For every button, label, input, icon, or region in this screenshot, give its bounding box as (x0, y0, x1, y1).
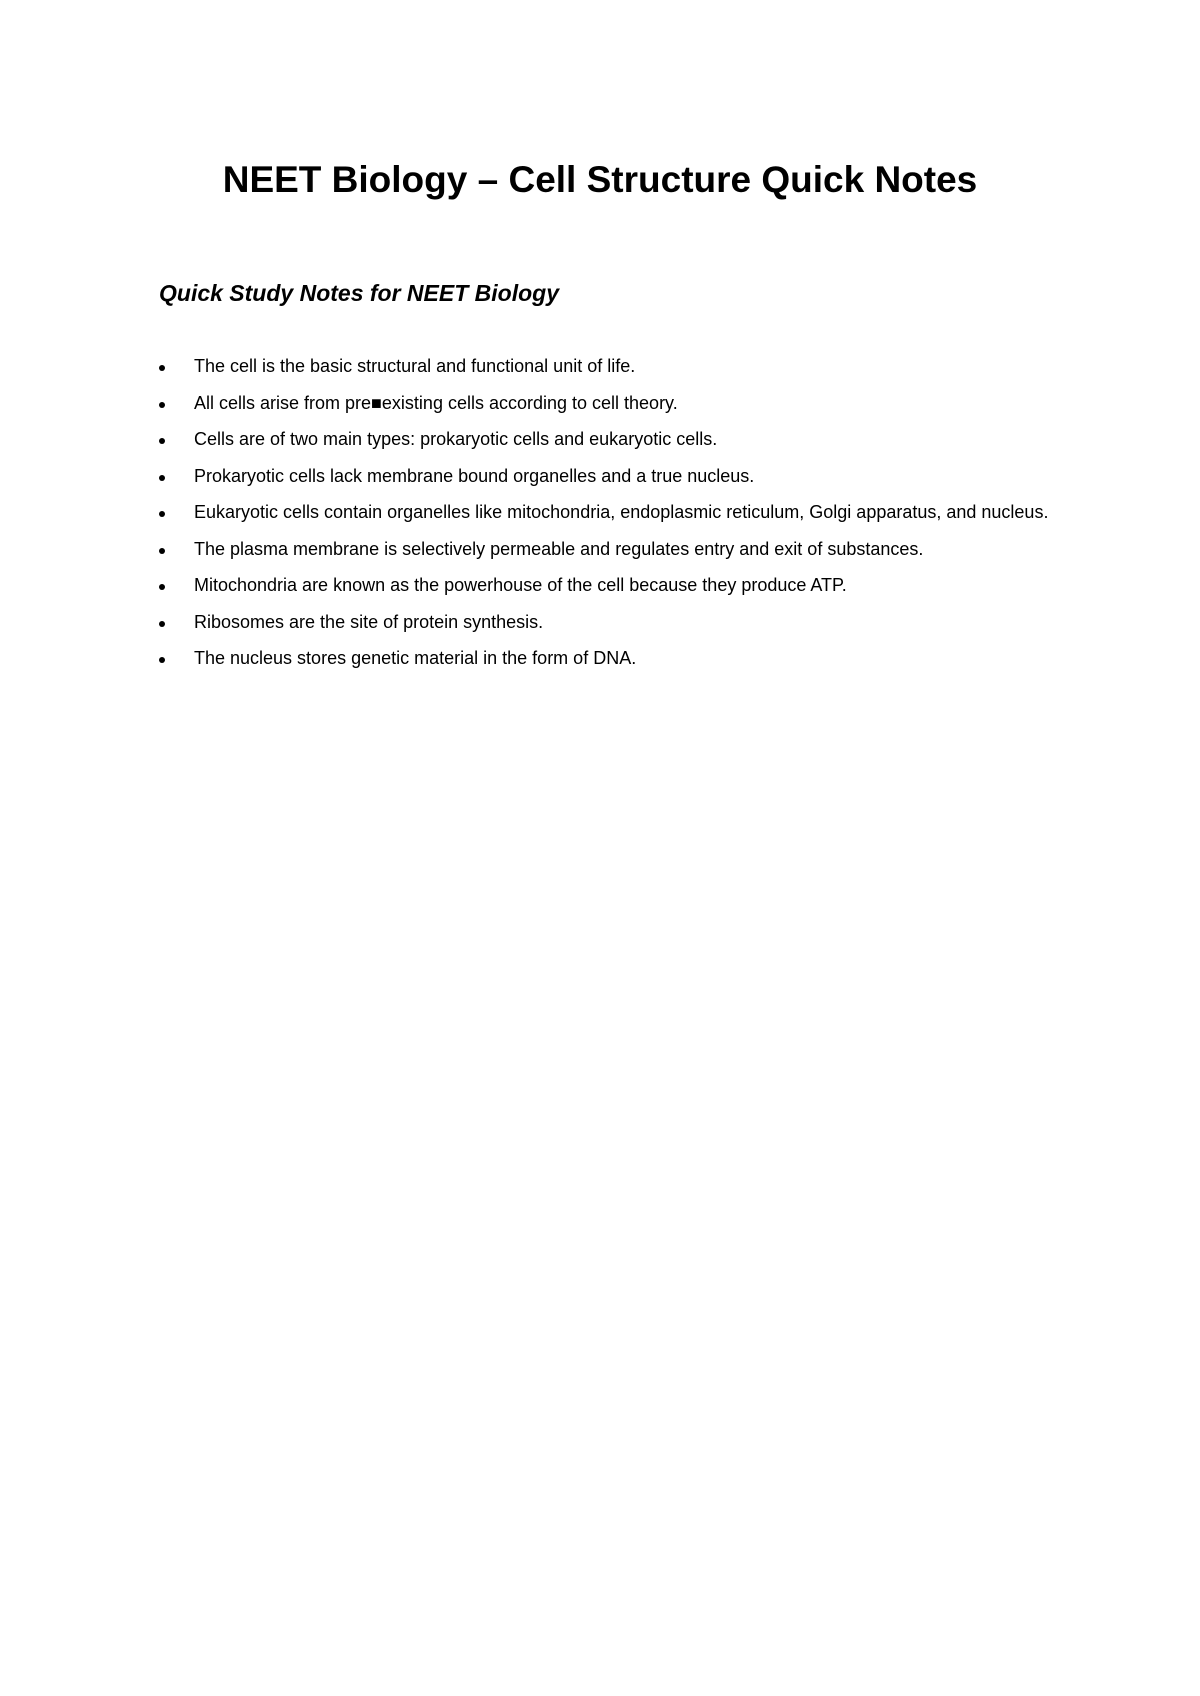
note-text: The cell is the basic structural and functional unit of life. (194, 356, 636, 376)
note-text: Mitochondria are known as the powerhouse of the cell because they produce ATP. (194, 575, 847, 595)
note-text: Eukaryotic cells contain organelles like mitochondria, endoplasmic reticulum, Golgi apparatus, and nucleus. (194, 502, 1049, 522)
note-text: All cells arise from pre■existing cells according to cell theory. (194, 392, 678, 413)
list-item (159, 392, 1059, 416)
note-text: Cells are of two main types: prokaryotic cells and eukaryotic cells. (194, 429, 718, 449)
bullet-dot-icon (159, 548, 165, 554)
section-subtitle: Quick Study Notes for NEET Biology (159, 280, 559, 306)
list-item (159, 647, 1059, 671)
list-item (159, 355, 1059, 379)
bullet-dot-icon (159, 365, 165, 371)
note-text: Ribosomes are the site of protein synthesis. (194, 611, 544, 632)
bullet-dot-icon (159, 438, 165, 444)
list-item (159, 538, 1059, 562)
bullet-dot-icon (159, 584, 165, 590)
bullet-dot-icon (159, 511, 165, 517)
list-item (159, 611, 1059, 635)
list-item (159, 465, 1059, 489)
bullet-dot-icon (159, 402, 165, 408)
bullet-dot-icon (159, 621, 165, 627)
notes-list (159, 355, 1059, 684)
list-item (159, 428, 1059, 452)
note-text: The plasma membrane is selectively permeable and regulates entry and exit of substances. (194, 538, 924, 559)
note-text: Prokaryotic cells lack membrane bound organelles and a true nucleus. (194, 465, 755, 486)
list-item (159, 501, 1059, 525)
bullet-dot-icon (159, 475, 165, 481)
page-title: NEET Biology – Cell Structure Quick Notes (222, 159, 978, 200)
note-text: The nucleus stores genetic material in the form of DNA. (194, 648, 637, 668)
bullet-dot-icon (159, 657, 165, 663)
list-item (159, 574, 1059, 598)
